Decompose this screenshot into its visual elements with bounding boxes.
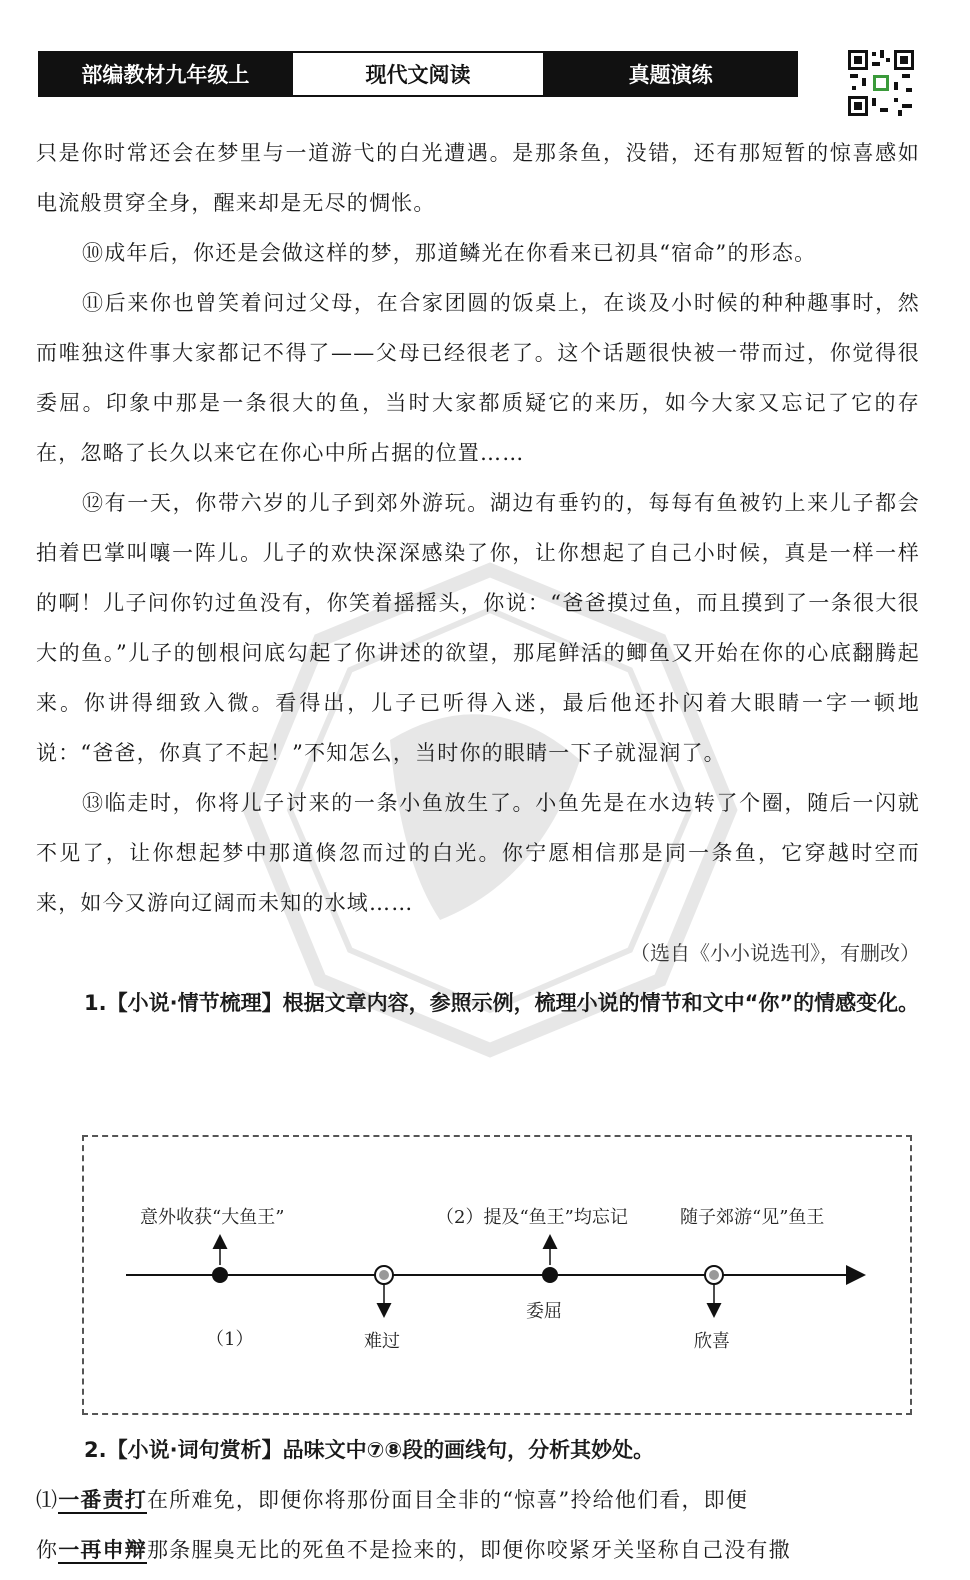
underlined-phrase-1: 一番责打 <box>58 1488 148 1512</box>
paragraph-13: ⑬临走时，你将儿子讨来的一条小鱼放生了。小鱼先是在水边转了个圈，随后一闪就不见了，让你想起梦中那道倏忽而过的白光。你宁愿相信那是同一条鱼，它穿越时空而来，如今又游向辽阔而未知的水域…… <box>36 791 920 915</box>
paragraph-11: ⑪后来你也曾笑着问过父母，在合家团圆的饭桌上，在谈及小时候的种种趣事时，然而唯独这件事大家都记不得了——父母已经很老了。这个话题很快被一带而过，你觉得很委屈。印象中那是一条很大的鱼，当时大家都质疑它的来历，如今大家又忘记了它的存在，忽略了长久以来它在你心中所占据的位置…… <box>36 291 920 465</box>
label-plot-2: （2）提及“鱼王”均忘记 <box>436 1207 628 1228</box>
question-2 <box>36 1425 920 1575</box>
paragraph-12: ⑫有一天，你带六岁的儿子到郊外游玩。湖边有垂钓的，每每有鱼被钓上来儿子都会拍着巴掌叫嚷一阵儿。儿子的欢快深深感染了你，让你想起了自己小时候，真是一样一样的啊！儿子问你钓过鱼没有，你笑着摇摇头，你说：“爸爸摸过鱼，而且摸到了一条很大很大的鱼。”儿子的刨根问底勾起了你讲述的欲望，那尾鲜活的鲫鱼又开始在你的心底翻腾起来。你讲得细致入微。看得出，儿子已听得入迷，最后他还扑闪着大眼睛一字一顿地说：“爸爸，你真了不起！”不知怎么，当时你的眼睛一下子就湿润了。 <box>36 491 920 765</box>
underlined-phrase-2: 一再申辩 <box>58 1538 148 1562</box>
line-2-prefix: 你 <box>36 1538 59 1562</box>
paragraph-10: ⑩成年后，你还是会做这样的梦，那道鳞光在你看来已初具“宿命”的形态。 <box>82 241 817 265</box>
node-plot-2 <box>542 1267 558 1283</box>
paragraph-continued: 只是你时常还会在梦里与一道游弋的白光遭遇。是那条鱼，没错，还有那短暂的惊喜感如电流般贯穿全身，醒来却是无尽的惆怅。 <box>36 141 920 215</box>
label-emotion-blank: （1） <box>206 1329 254 1350</box>
reading-passage <box>36 128 920 1028</box>
line-1-text: 在所难免，即便你将那份面目全非的“惊喜”拎给他们看，即便 <box>147 1488 749 1512</box>
header-grade-label: 部编教材九年级上 <box>40 53 291 95</box>
question-2-title: 2.【小说·词句赏析】品味文中⑦⑧段的画线句，分析其妙处。 <box>84 1438 655 1462</box>
label-plot-3: 随子郊游“见”鱼王 <box>680 1207 825 1228</box>
header-banner <box>38 51 798 97</box>
node-plot-1 <box>212 1267 228 1283</box>
question-2-line-1 <box>36 1475 920 1525</box>
label-emotion-joy: 欣喜 <box>694 1331 730 1352</box>
header-section-label: 现代文阅读 <box>291 53 546 95</box>
header-practice-label: 真题演练 <box>545 53 796 95</box>
label-plot-1: 意外收获“大鱼王” <box>140 1207 285 1228</box>
question-2-line-2 <box>36 1525 920 1575</box>
line-2-text: 那条腥臭无比的死鱼不是捡来的，即便你咬紧牙关坚称自己没有撒 <box>147 1538 791 1562</box>
qr-code-icon <box>846 48 916 118</box>
question-1-title: 1.【小说·情节梳理】根据文章内容，参照示例，梳理小说的情节和文中“你”的情感变化。 <box>84 991 920 1015</box>
timeline-svg <box>84 1137 910 1413</box>
item-number: ⑴ <box>36 1488 59 1512</box>
source-citation: （选自《小小说选刊》，有删改） <box>630 941 920 965</box>
label-emotion-wronged: 委屈 <box>526 1301 562 1322</box>
label-emotion-sad: 难过 <box>364 1331 400 1352</box>
plot-timeline-diagram <box>82 1135 912 1415</box>
